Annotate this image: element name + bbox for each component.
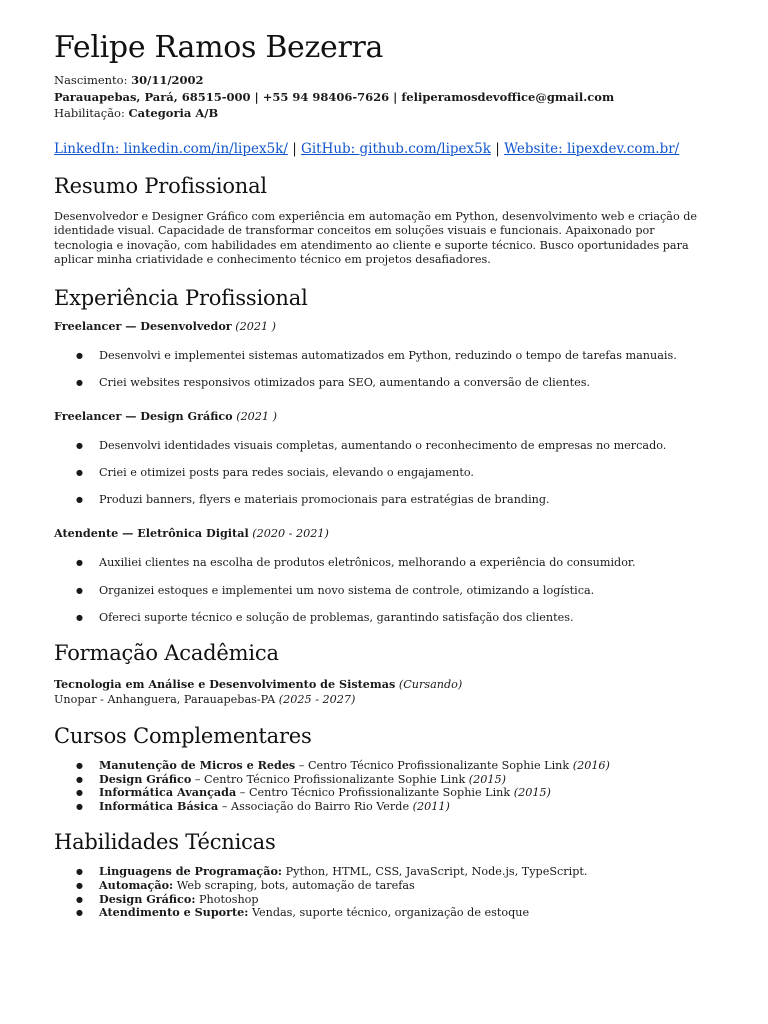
courses-heading: Cursos Complementares (54, 723, 312, 748)
list-item (54, 800, 714, 814)
contact-line (54, 89, 714, 106)
job-bullets (54, 348, 714, 390)
education-status: (Cursando) (398, 677, 463, 691)
list-item: ● Criei websites responsivos otimizados para SEO, aumentando a conversão de clientes. (54, 375, 714, 390)
education-entry (54, 677, 714, 707)
job-bullets (54, 438, 714, 508)
course-name: Informática Básica (99, 798, 219, 813)
contact-text: Parauapebas, Pará, 68515-000 | +55 94 98406-7626 | feliperamosdevoffice@gmail.com (54, 89, 615, 104)
list-item: ● Auxiliei clientes na escolha de produtos eletrônicos, melhorando a experiência do consumidor. (54, 555, 714, 570)
list-item (54, 906, 714, 920)
website-link[interactable]: Website: lipexdev.com.br/ (504, 140, 680, 157)
link-separator: | (287, 140, 302, 157)
course-detail: – Centro Técnico Profissionalizante Sophie Link (295, 758, 573, 772)
birth-line (54, 72, 714, 89)
course-year: (2015) (513, 786, 551, 800)
job-header (54, 526, 714, 541)
course-year: (2011) (412, 799, 450, 813)
job-header (54, 409, 714, 424)
skill-value: Vendas, suporte técnico, organização de estoque (248, 906, 530, 920)
github-link[interactable]: GitHub: github.com/lipex5k (301, 140, 491, 157)
job-role: Freelancer — Design Gráfico (54, 408, 233, 423)
skills-list (54, 865, 714, 919)
list-item (54, 893, 714, 907)
license-line (54, 105, 714, 122)
link-separator: | (490, 140, 505, 157)
skills-heading: Habilidades Técnicas (54, 830, 276, 855)
list-item: ● Criei e otimizei posts para redes sociais, elevando o engajamento. (54, 465, 714, 480)
job-role: Freelancer — Desenvolvedor (54, 318, 232, 333)
course-name: Manutenção de Micros e Redes (99, 757, 296, 772)
education-institution: Unopar - Anhanguera, Parauapebas-PA (54, 692, 276, 706)
course-name: Design Gráfico (99, 771, 192, 786)
job-entry (54, 526, 714, 625)
education-period: (2025 - 2027) (278, 692, 356, 706)
linkedin-link[interactable]: LinkedIn: linkedin.com/in/lipex5k/ (54, 140, 288, 157)
job-period: (2021 ) (235, 319, 277, 333)
license-value: Categoria A/B (128, 106, 219, 120)
skill-value: Python, HTML, CSS, JavaScript, Node.js, TypeScript. (282, 865, 588, 879)
education-heading: Formação Acadêmica (54, 640, 279, 665)
job-period: (2020 - 2021) (252, 527, 329, 541)
job-period: (2021 ) (236, 409, 277, 423)
course-name: Informática Avançada (99, 785, 237, 800)
course-year: (2015) (468, 772, 506, 786)
profile-links (54, 140, 714, 158)
job-entry (54, 319, 714, 390)
skill-value: Photoshop (195, 892, 259, 906)
summary-text: Desenvolvedor e Designer Gráfico com experiência em automação em Python, desenvolvimento web e criação de identidade visual. Capacidade de transformar conceitos em soluções visuais e funcionais. Apaixonado por tecnologia e inovação, com habilidades em atendimento ao cliente e suporte técnico. Busco oportunidades para aplicar minha criatividade e conhecimento técnico em projetos desafiadores. (54, 209, 698, 266)
list-item: ● Ofereci suporte técnico e solução de problemas, garantindo satisfação dos clientes. (54, 610, 714, 625)
list-item (54, 773, 714, 787)
candidate-name: Felipe Ramos Bezerra (54, 30, 384, 65)
course-detail: – Centro Técnico Profissionalizante Sophie Link (191, 772, 469, 786)
skill-label: Linguagens de Programação: (99, 864, 283, 879)
list-item (54, 759, 714, 773)
list-item: ● Produzi banners, flyers e materiais promocionais para estratégias de branding. (54, 492, 714, 507)
skill-label: Automação: (99, 877, 174, 892)
skill-label: Design Gráfico: (99, 891, 196, 906)
list-item: ● Desenvolvi e implementei sistemas automatizados em Python, reduzindo o tempo de tarefas manuais. (54, 348, 714, 363)
license-label: Habilitação: (54, 106, 125, 120)
job-bullets (54, 555, 714, 625)
education-institution-line (54, 692, 714, 707)
job-role: Atendente — Eletrônica Digital (54, 526, 249, 541)
list-item: ● Organizei estoques e implementei um novo sistema de controle, otimizando a logística. (54, 583, 714, 598)
education-course: Tecnologia em Análise e Desenvolvimento de Sistemas (54, 676, 396, 691)
list-item (54, 865, 714, 879)
list-item: ● Desenvolvi identidades visuais completas, aumentando o reconhecimento de empresas no mercado. (54, 438, 714, 453)
course-detail: – Associação do Bairro Rio Verde (218, 799, 413, 813)
course-year: (2016) (572, 758, 610, 772)
skill-label: Atendimento e Suporte: (99, 905, 249, 920)
birth-value: 30/11/2002 (131, 73, 204, 87)
list-item (54, 879, 714, 893)
job-entry (54, 409, 714, 508)
education-course-line (54, 677, 714, 692)
list-item (54, 786, 714, 800)
experience-heading: Experiência Profissional (54, 285, 308, 310)
skill-value: Web scraping, bots, automação de tarefas (173, 878, 415, 892)
personal-info (54, 72, 714, 122)
summary-heading: Resumo Profissional (54, 173, 267, 198)
courses-list (54, 759, 714, 813)
course-detail: – Centro Técnico Profissionalizante Sophie Link (236, 786, 514, 800)
job-header (54, 319, 714, 334)
birth-label: Nascimento: (54, 73, 128, 87)
